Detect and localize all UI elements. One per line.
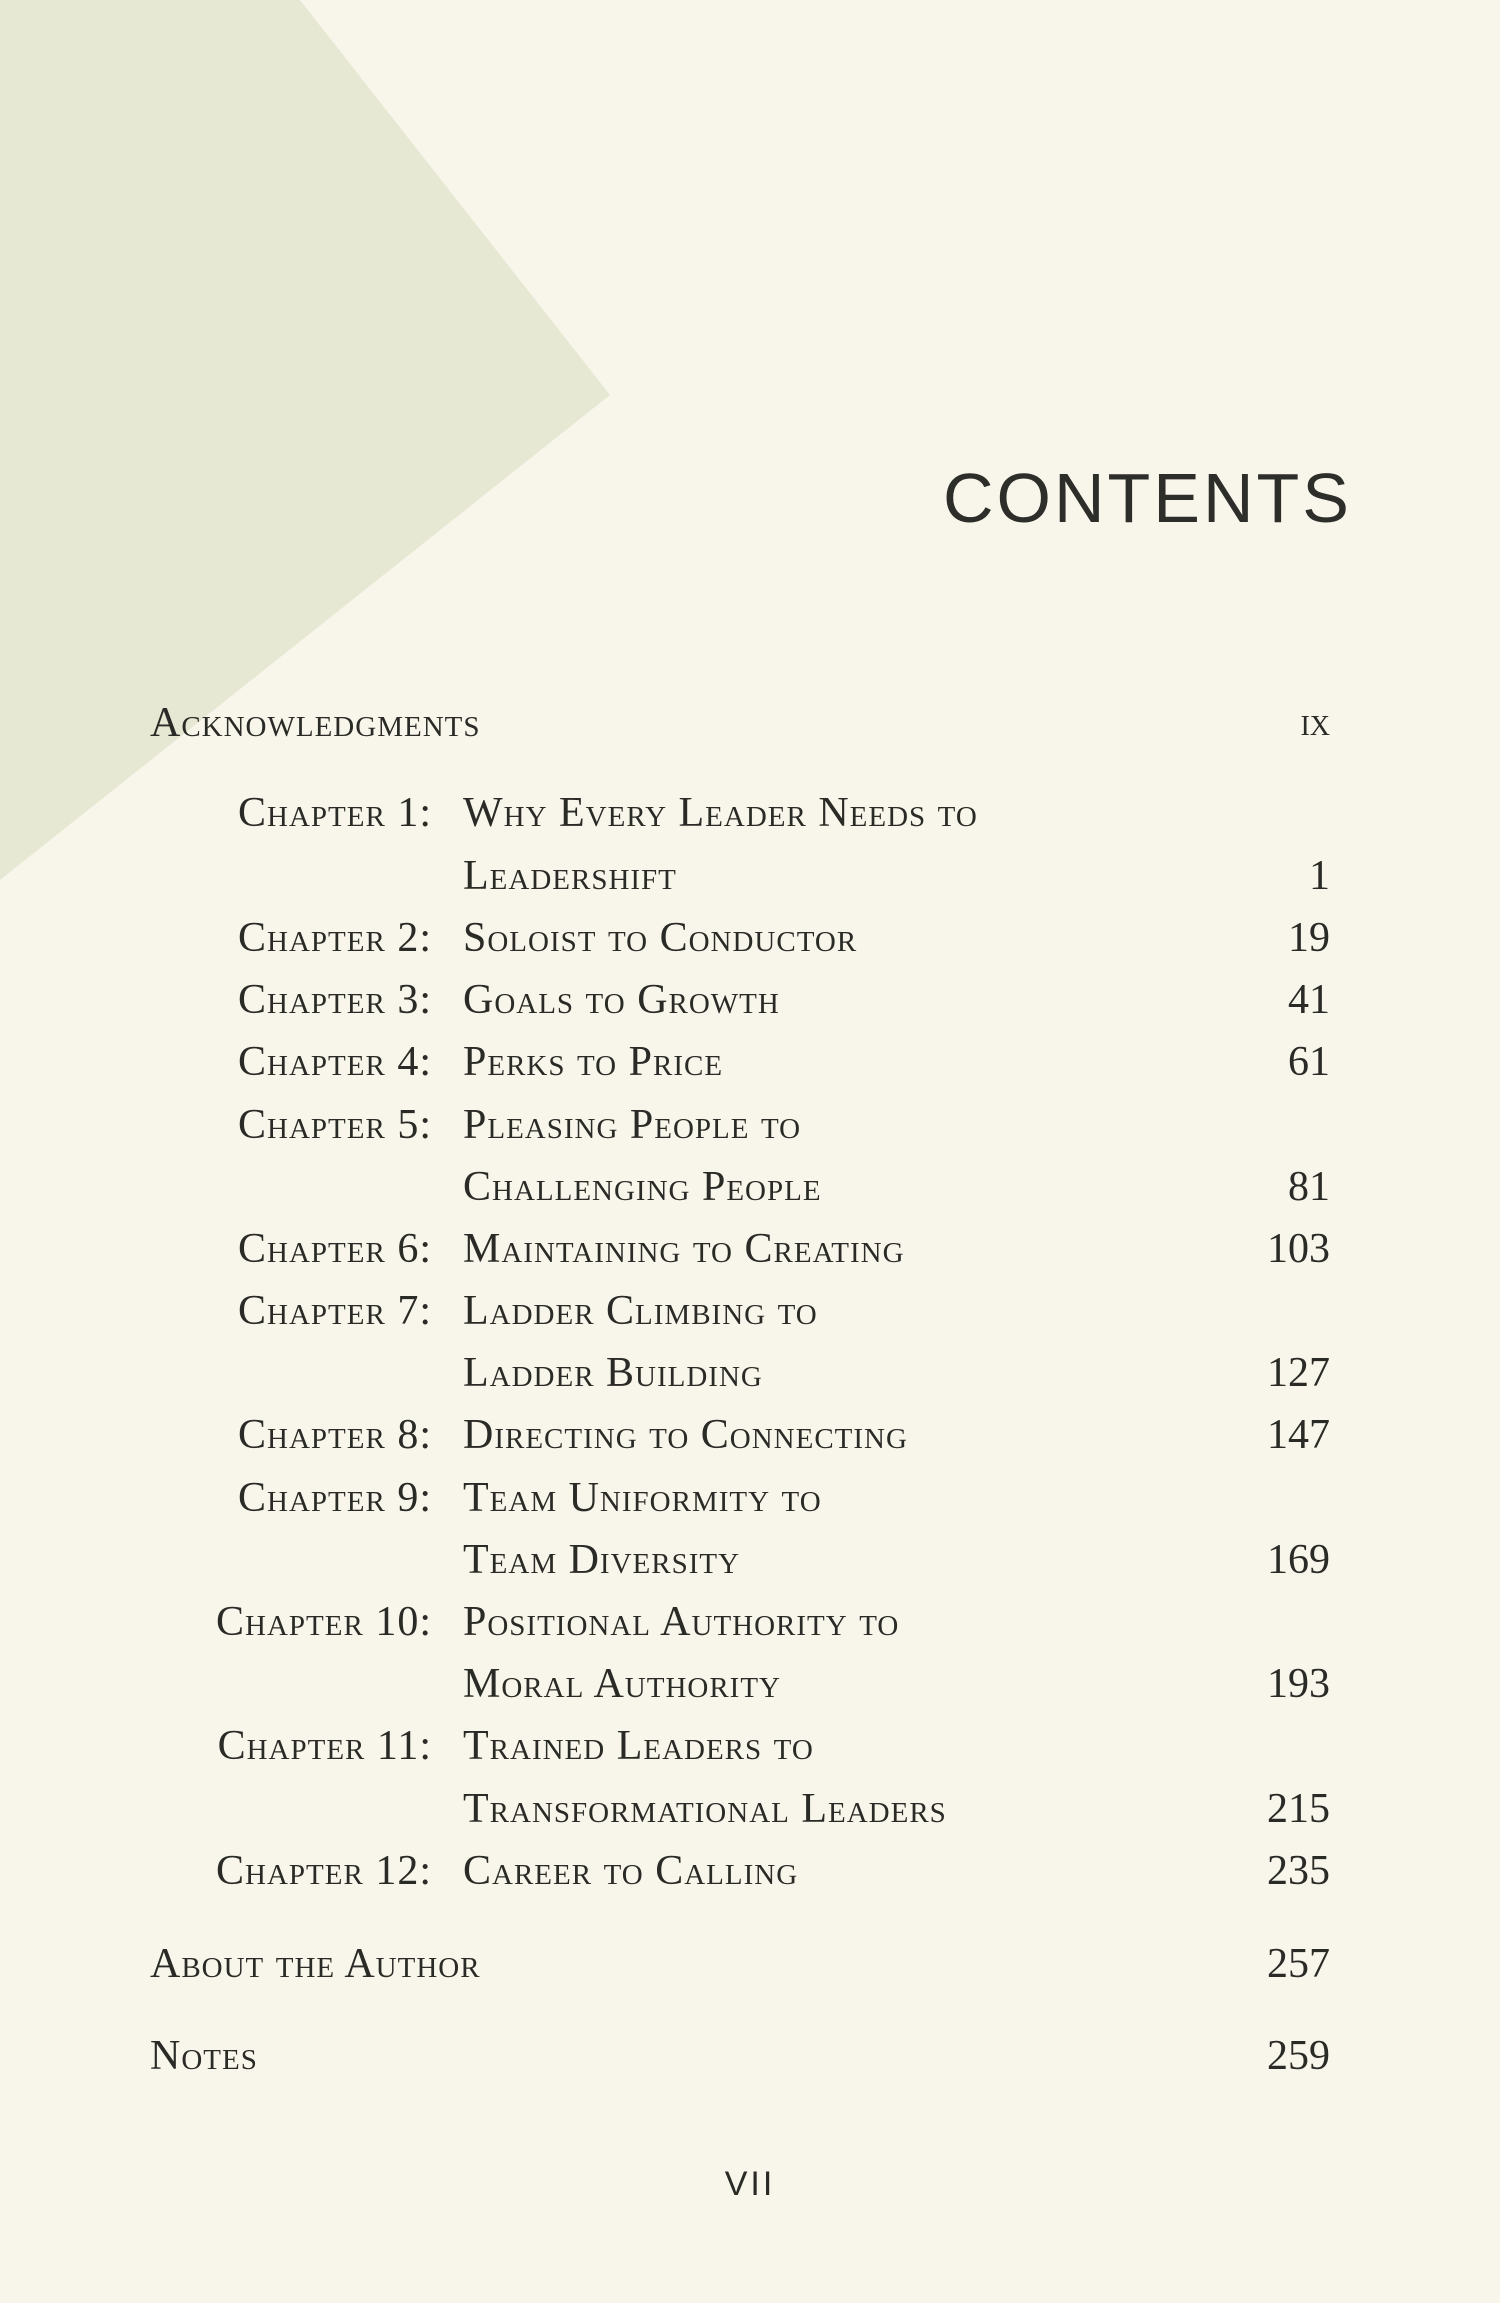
chapter-title-continued: Moral Authority (463, 1661, 782, 1707)
chapter-page: 61 (1288, 1039, 1330, 1085)
chapter-label: Chapter 5: (238, 1102, 432, 1148)
chapter-page: 81 (1288, 1164, 1330, 1210)
chapter-page: 215 (1267, 1786, 1330, 1832)
chapter-title: Directing to Connecting (463, 1412, 908, 1458)
chapter-label: Chapter 12: (216, 1848, 432, 1894)
chapter-title: Pleasing People to (463, 1102, 802, 1148)
chapter-title: Positional Authority to (463, 1599, 900, 1645)
notes-title: Notes (150, 2033, 258, 2079)
page-number-folio: VII (724, 2165, 776, 2203)
chapter-title: Perks to Price (463, 1039, 724, 1085)
chapter-label: Chapter 10: (216, 1599, 432, 1645)
chapter-label: Chapter 9: (238, 1475, 432, 1521)
chapter-label: Chapter 7: (238, 1288, 432, 1334)
chapter-title: Why Every Leader Needs to (463, 790, 978, 836)
chapter-label: Chapter 2: (238, 915, 432, 961)
acknowledgments-title: Acknowledgments (150, 700, 481, 746)
chapter-title-continued: Team Diversity (463, 1537, 741, 1583)
chapter-title-continued: Leadershift (463, 853, 677, 899)
chapter-page: 1 (1309, 853, 1330, 899)
chapter-page: 193 (1267, 1661, 1330, 1707)
chapter-title: Soloist to Conductor (463, 915, 858, 961)
chapter-label: Chapter 3: (238, 977, 432, 1023)
chapter-label: Chapter 6: (238, 1226, 432, 1272)
about-author-title: About the Author (150, 1941, 481, 1987)
notes-page: 259 (1267, 2033, 1330, 2079)
chapter-label: Chapter 4: (238, 1039, 432, 1085)
chapter-page: 127 (1267, 1350, 1330, 1396)
chapter-title-continued: Challenging People (463, 1164, 822, 1210)
chapter-page: 103 (1267, 1226, 1330, 1272)
chapter-label: Chapter 1: (238, 790, 432, 836)
chapter-title: Goals to Growth (463, 977, 780, 1023)
contents-heading: CONTENTS (943, 459, 1352, 537)
chapter-page: 235 (1267, 1848, 1330, 1894)
acknowledgments-page: ix (1300, 699, 1330, 744)
chapter-page: 147 (1267, 1412, 1330, 1458)
chapter-title: Career to Calling (463, 1848, 799, 1894)
chapter-title: Team Uniformity to (463, 1475, 822, 1521)
chapter-label: Chapter 8: (238, 1412, 432, 1458)
chapter-page: 19 (1288, 915, 1330, 961)
about-author-page: 257 (1267, 1941, 1330, 1987)
chapter-title: Trained Leaders to (463, 1723, 814, 1769)
chapter-page: 41 (1288, 977, 1330, 1023)
chapter-title: Ladder Climbing to (463, 1288, 818, 1334)
chapter-title-continued: Transformational Leaders (463, 1786, 947, 1832)
chapter-title-continued: Ladder Building (463, 1350, 763, 1396)
chapter-title: Maintaining to Creating (463, 1226, 905, 1272)
chapter-page: 169 (1267, 1537, 1330, 1583)
chapter-label: Chapter 11: (217, 1723, 432, 1769)
